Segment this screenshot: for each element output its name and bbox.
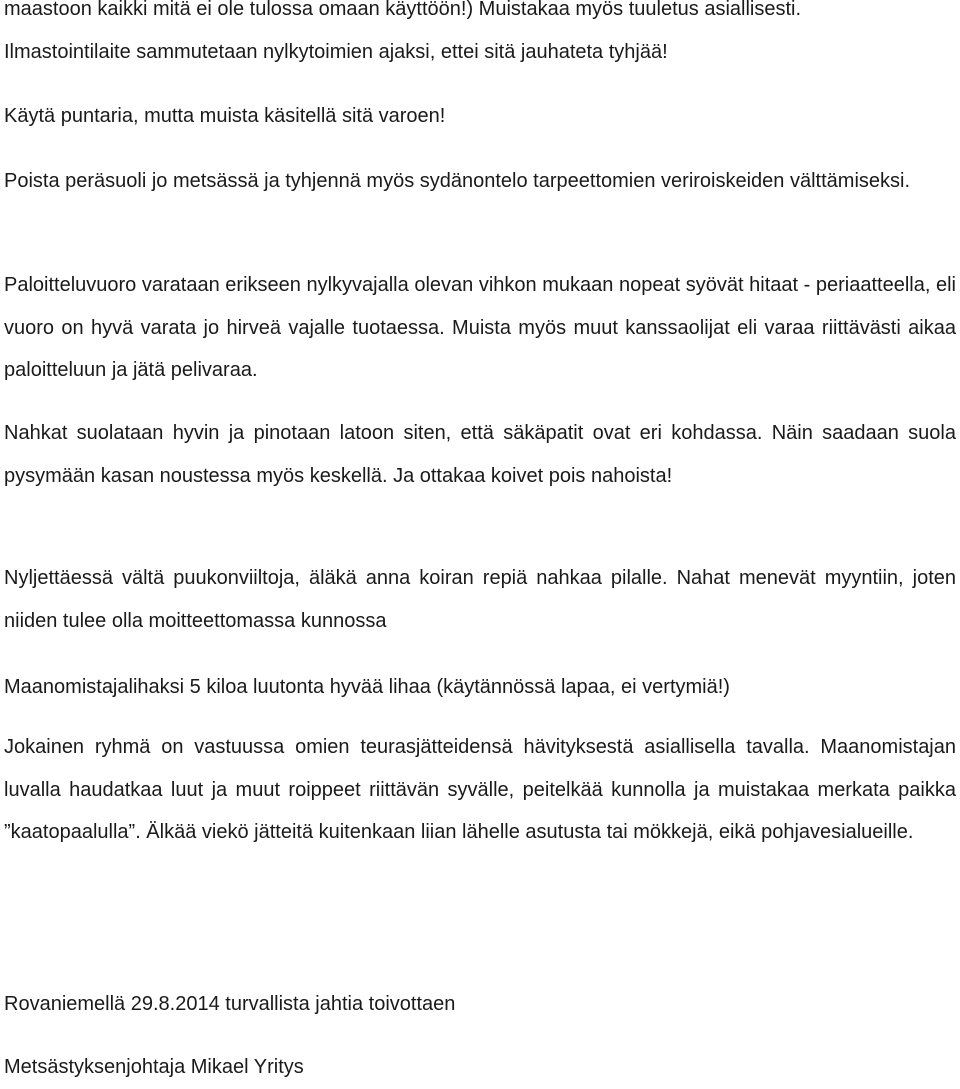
paragraph-jokainen: Jokainen ryhmä on vastuussa omien teurasjätteidensä hävityksestä asiallisella tavalla. Maanomistajan luvalla haudatkaa luut ja muut roippeet riittävän syvälle, peitelkää kunnolla ja muistakaa merkata paikka ”kaatopaalulla”. Älkää viekö jätteitä kuitenkaan liian lähelle asutusta tai mökkejä, eikä pohjavesialueille.	[4, 736, 956, 843]
closing-greeting: Rovaniemellä 29.8.2014 turvallista jahtia toivottaen	[4, 993, 456, 1015]
paragraph-puntari: Käytä puntaria, mutta muista käsitellä sitä varoen!	[4, 105, 446, 127]
intro-paragraph	[4, 0, 956, 73]
signature: Metsästyksenjohtaja Mikael Yritys	[4, 1056, 304, 1078]
paragraph-perasuoli: Poista peräsuoli jo metsässä ja tyhjennä myös sydänontelo tarpeettomien veriroiskeiden välttämiseksi.	[4, 170, 911, 192]
intro-line-2: Ilmastointilaite sammutetaan nylkytoimien ajaksi, ettei sitä jauhateta tyhjää!	[4, 40, 668, 63]
paragraph-nyljettaessa: Nyljettäessä vältä puukonviiltoja, äläkä anna koiran repiä nahkaa pilalle. Nahat menevät myyntiin, joten niiden tulee olla moitteettomassa kunnossa	[4, 567, 956, 632]
intro-line-1: maastoon kaikki mitä ei ole tulossa omaan käyttöön!) Muistakaa myös tuuletus asiallisesti.	[4, 0, 802, 20]
paragraph-maanomistajalihaksi: Maanomistajalihaksi 5 kiloa luutonta hyvää lihaa (käytännössä lapaa, ei vertymiä!)	[4, 676, 730, 698]
paragraph-paloittelu: Paloitteluvuoro varataan erikseen nylkyvajalla olevan vihkon mukaan nopeat syövät hitaat - periaatteella, eli vuoro on hyvä varata jo hirveä vajalle tuotaessa. Muista myös muut kanssaolijat eli varaa riittävästi aikaa paloitteluun ja jätä pelivaraa.	[4, 274, 956, 381]
paragraph-nahkat: Nahkat suolataan hyvin ja pinotaan latoon siten, että säkäpatit ovat eri kohdassa. Näin saadaan suola pysymään kasan noustessa myös keskellä. Ja ottakaa koivet pois nahoista!	[4, 422, 956, 487]
